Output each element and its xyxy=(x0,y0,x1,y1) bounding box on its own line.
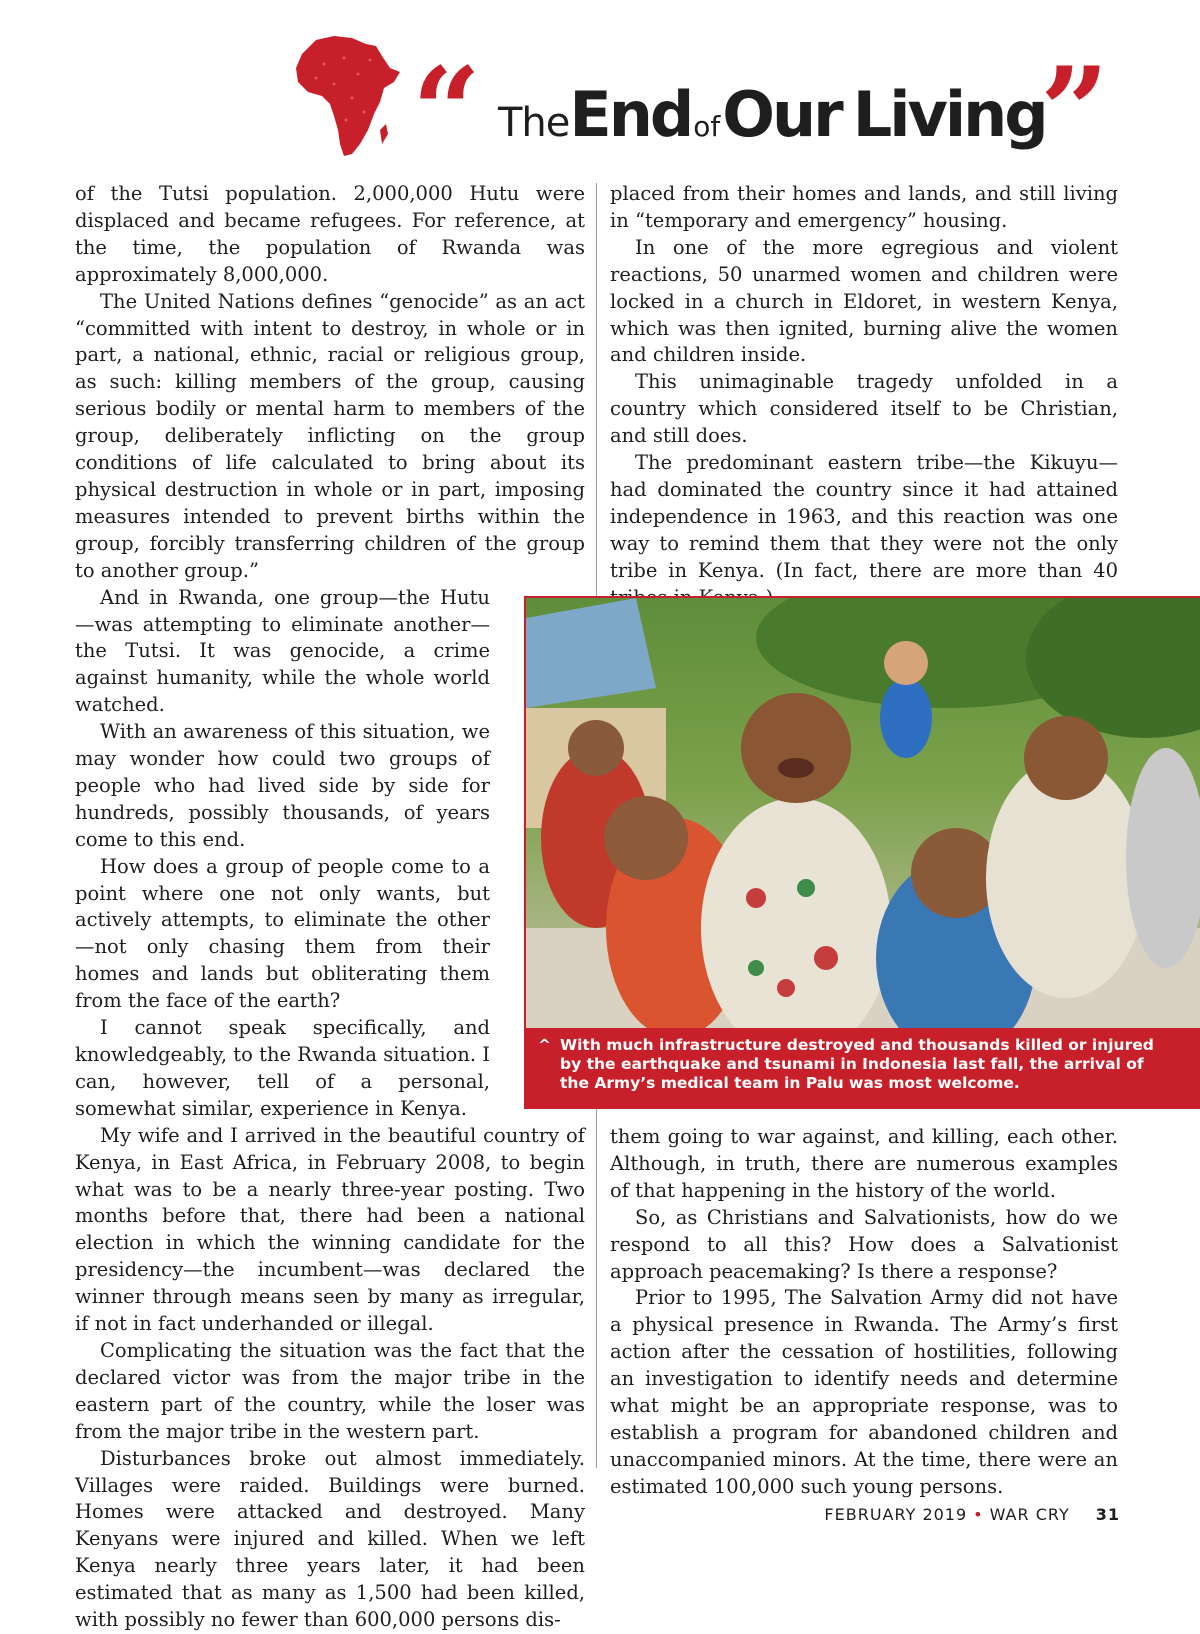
title-word-of: of xyxy=(693,110,721,143)
photo-caption xyxy=(538,1036,1168,1093)
body-paragraph: placed from their homes and lands, and still living in “temporary and emergency” housing. xyxy=(610,182,1118,232)
body-paragraph: Complicating the situation was the fact that the declared victor was from the major tribe in the eastern part of the country, while the loser was from the major tribe in the western part. xyxy=(75,1338,585,1443)
body-paragraph: Disturbances broke out almost immediately. Villages were raided. Buildings were burned. Homes were attacked and destroyed. Many Kenyans were injured and killed. When we left Kenya nearly three years later, it had been estimated that as many as 1,500 had been killed, with possibly no fewer than 600,000 persons dis- xyxy=(75,1446,585,1632)
body-paragraph: So, as Christians and Salvationists, how do we respond to all this? How does a Salvationist approach peacemaking? Is there a response? xyxy=(610,1205,1118,1283)
body-paragraph: And in Rwanda, one group—the Hutu—was attempting to eliminate another—the Tutsi. It was genocide, a crime against humanity, while the whole world watched. xyxy=(75,585,490,717)
publication-name: WAR CRY xyxy=(989,1505,1070,1524)
body-paragraph: The United Nations defines “genocide” as an act “committed with intent to destroy, in whole or in part, a national, ethnic, racial or religious group, as such: killing members of the group, causing serious bodily or mental harm to members of the group, deliberately inflicting on the group conditions of life calculated to bring about its physical destruction in whole or in part, imposing measures intended to prevent births within the group, forcibly transferring children of the group to another group.” xyxy=(75,289,585,582)
title-word-our: Our xyxy=(722,78,841,151)
title-word-the: The xyxy=(498,100,570,146)
africa-map-icon xyxy=(294,34,404,162)
body-paragraph: The predominant eastern tribe—the Kikuyu—had dominated the country since it had attained independence in 1963, and this reaction was one way to remind them that they were not the only tribe in Kenya. (In fact, there are more than 40 xyxy=(610,451,1118,582)
footer-separator: • xyxy=(973,1505,984,1524)
body-paragraph: I cannot speak specifically, and knowledgeably, to the Rwanda situation. I can, however, tell of a personal, somewhat similar, experience in Kenya. xyxy=(75,1016,490,1120)
caption-text: With much infrastructure destroyed and thousands killed or injured by the earthquake and tsunami in Indonesia last fall, the arrival of the Army’s medical team in Palu was most welcome. xyxy=(560,1036,1154,1092)
left-column xyxy=(75,181,585,1634)
issue-date: FEBRUARY 2019 xyxy=(824,1505,968,1524)
right-column-bottom xyxy=(610,1124,1118,1501)
page-number: 31 xyxy=(1095,1505,1120,1524)
close-quote-mark: ” xyxy=(1040,41,1098,182)
body-paragraph: Prior to 1995, The Salvation Army did not have a physical presence in Rwanda. The Army’s first action after the cessation of hostilities, following an investigation to identify needs and determine what might be an appropriate response, was to establish a program for abandoned children and unaccompanied minors. At the time, there were an estimated 100,000 such young persons. xyxy=(610,1286,1118,1498)
page-footer xyxy=(824,1505,1120,1524)
body-paragraph: My wife and I arrived in the beautiful country of Kenya, in East Africa, in February 2008, to begin what was to be a nearly three-year posting. Two months before that, there had been a national election in which the winning candidate for the presidency—the incumbent—was declared the winner through means seen by many as irregular, if not in fact underhanded or illegal. xyxy=(75,1123,585,1336)
body-paragraph: of the Tutsi population. 2,000,000 Hutu were displaced and became refugees. For reference, at the time, the population of Rwanda was approximately 8,000,000. xyxy=(75,182,585,286)
body-paragraph: How does a group of people come to a point where one not only wants, but actively attempts, to eliminate the other—not only chasing them from their homes and lands but obliterating them from the face of the earth? xyxy=(75,854,490,1013)
children-photo xyxy=(526,598,1200,1028)
open-quote-mark: “ xyxy=(412,41,470,182)
article-header xyxy=(0,0,1200,182)
body-paragraph: This unimaginable tragedy unfolded in a country which considered itself to be Christian, and still does. xyxy=(610,370,1118,448)
body-paragraph: In one of the more egregious and violent reactions, 50 unarmed women and children were locked in a church in Eldoret, in western Kenya, which was then ignited, burning alive the women and children inside. xyxy=(610,235,1118,367)
title-word-living: Living xyxy=(852,78,1046,151)
caret-up-icon: ^ xyxy=(538,1036,551,1054)
photo-figure xyxy=(524,596,1200,1109)
article-title xyxy=(498,78,1046,158)
title-word-end: End xyxy=(569,78,692,151)
body-paragraph: them going to war against, and killing, each other. Although, in truth, there are numerous examples of that happening in the history of the world. xyxy=(610,1125,1118,1202)
body-paragraph: With an awareness of this situation, we may wonder how could two groups of people who had lived side by side for hundreds, possibly thousands, of years come to this end. xyxy=(75,720,490,851)
